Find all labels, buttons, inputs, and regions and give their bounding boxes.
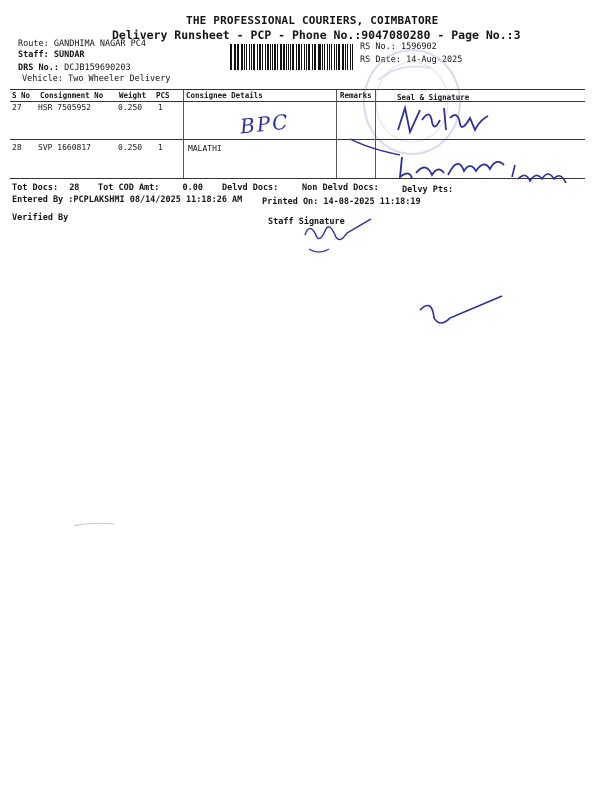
- row-27-pcs: 1: [158, 103, 163, 112]
- rs-no-value: 1596902: [400, 42, 437, 52]
- barcode-bar: [315, 44, 316, 70]
- row-27-sno: 27: [12, 103, 22, 112]
- barcode-bar: [274, 44, 276, 70]
- barcode-bar: [347, 44, 348, 70]
- barcode-bar: [334, 44, 335, 70]
- row-28-weight: 0.250: [118, 143, 143, 152]
- company-name: THE PROFESSIONAL COURIERS, COIMBATORE: [186, 14, 439, 27]
- printed-on-label: Printed On:: [262, 197, 319, 207]
- staff-signature: [295, 215, 375, 260]
- barcode-bar: [338, 44, 340, 70]
- route-value: GANDHIMA NAGAR PC4: [53, 39, 146, 49]
- barcode-bar: [280, 44, 282, 70]
- barcode-bar: [345, 44, 346, 70]
- handwritten-consignee: BPC: [238, 109, 291, 139]
- barcode-bar: [257, 44, 258, 70]
- barcode-bar: [230, 44, 232, 70]
- barcode-bar: [234, 44, 235, 70]
- barcode-bar: [322, 44, 323, 70]
- stray-mark: [70, 520, 120, 530]
- row-28-pcs: 1: [158, 143, 163, 152]
- verified-by-label: Verified By: [12, 213, 69, 223]
- printed-on-value: 14-08-2025 11:18:19: [323, 197, 421, 207]
- delvd-docs-label: Delvd Docs:: [222, 183, 279, 193]
- barcode-bar: [259, 44, 261, 70]
- entered-by-value: PCPLAKSHMI 08/14/2025 11:18:26 AM: [73, 195, 243, 205]
- barcode-bar: [277, 44, 278, 70]
- barcode-bar: [262, 44, 263, 70]
- vehicle-value: Two Wheeler Delivery: [68, 74, 171, 84]
- col-header-sno: S No: [12, 91, 31, 100]
- drs-row: [18, 63, 131, 73]
- row-28-consignee: MALATHI: [188, 144, 222, 153]
- barcode-bar: [283, 44, 285, 70]
- barcode-bar: [241, 44, 243, 70]
- barcode-bar: [314, 44, 315, 70]
- row-27-weight: 0.250: [118, 103, 143, 112]
- barcode-bar: [290, 44, 291, 70]
- vehicle-label: Vehicle:: [22, 74, 63, 84]
- barcode-bar: [301, 44, 302, 70]
- non-delvd-docs-label: Non Delvd Docs:: [302, 183, 379, 193]
- rs-date-value: 14-Aug-2025: [406, 55, 463, 65]
- barcode-bar: [265, 44, 266, 70]
- barcode-bar: [318, 44, 320, 70]
- barcode-bar: [342, 44, 344, 70]
- entered-by: [12, 195, 242, 205]
- barcode-bar: [237, 44, 239, 70]
- barcode-bar: [292, 44, 294, 70]
- col-header-weight: Weight: [119, 91, 147, 100]
- staff-signature-label: Staff Signature: [268, 217, 345, 227]
- rs-no-label: RS No.:: [360, 42, 396, 52]
- tot-docs-label: Tot Docs:: [12, 183, 59, 193]
- barcode-bar: [270, 44, 271, 70]
- barcode-bar: [296, 44, 297, 70]
- runsheet-title: Delivery Runsheet - PCP - Phone No.:9047080280 - Page No.:3: [112, 28, 521, 42]
- staff-value: SUNDAR: [53, 50, 85, 60]
- row-27-consignment: HSR 7505952: [38, 103, 91, 112]
- barcode-bar: [352, 44, 353, 70]
- check-mark-stroke: [410, 290, 510, 335]
- col-header-remarks: Remarks: [340, 91, 372, 100]
- col-header-seal: Seal & Signature: [397, 93, 470, 102]
- tot-cod-label: Tot COD Amt:: [98, 183, 160, 193]
- vehicle-row: [22, 74, 170, 84]
- barcode-bar: [244, 44, 245, 70]
- barcode-bar: [324, 44, 326, 70]
- barcode-bar: [246, 44, 247, 70]
- barcode-bar: [329, 44, 330, 70]
- tot-cod-value: 0.00: [182, 183, 204, 193]
- col-header-consignee: Consignee Details: [186, 91, 263, 100]
- barcode: [230, 44, 354, 70]
- barcode-bar: [272, 44, 273, 70]
- barcode-bar: [249, 44, 250, 70]
- tot-cod: [98, 183, 203, 193]
- barcode-bar: [304, 44, 305, 70]
- barcode-bar: [251, 44, 253, 70]
- drs-label: DRS No.:: [18, 63, 59, 73]
- barcode-bar: [235, 44, 236, 70]
- col-header-pcs: PCS: [156, 91, 170, 100]
- barcode-bar: [267, 44, 269, 70]
- entered-by-label: Entered By :: [12, 195, 74, 205]
- staff-label: Staff:: [18, 50, 49, 60]
- staff-row: [18, 50, 85, 60]
- delvy-pts-label: Delvy Pts:: [402, 185, 454, 195]
- col-header-consignment: Consignment No: [40, 91, 104, 100]
- barcode-bar: [308, 44, 310, 70]
- table-top-rule: [10, 89, 585, 90]
- barcode-bar: [288, 44, 289, 70]
- row-28-sno: 28: [12, 143, 22, 152]
- route-label: Route:: [18, 39, 49, 49]
- barcode-bar: [312, 44, 313, 70]
- row-28-consignment: SVP 1660817: [38, 143, 91, 152]
- barcode-bar: [350, 44, 352, 70]
- barcode-bar: [286, 44, 287, 70]
- barcode-bar: [327, 44, 328, 70]
- drs-value: DCJB159690203: [64, 63, 131, 73]
- printed-on: [262, 197, 421, 207]
- barcode-bar: [331, 44, 333, 70]
- barcode-bar: [336, 44, 337, 70]
- barcode-bar: [253, 44, 255, 70]
- tot-docs-value: 28: [69, 183, 80, 193]
- tot-docs: [12, 183, 79, 193]
- route-row: [18, 39, 146, 49]
- col-divider-remarks: [336, 90, 337, 178]
- rs-date-label: RS Date:: [360, 55, 401, 65]
- barcode-bar: [306, 44, 308, 70]
- col-divider-consignee: [183, 90, 184, 178]
- barcode-bar: [298, 44, 300, 70]
